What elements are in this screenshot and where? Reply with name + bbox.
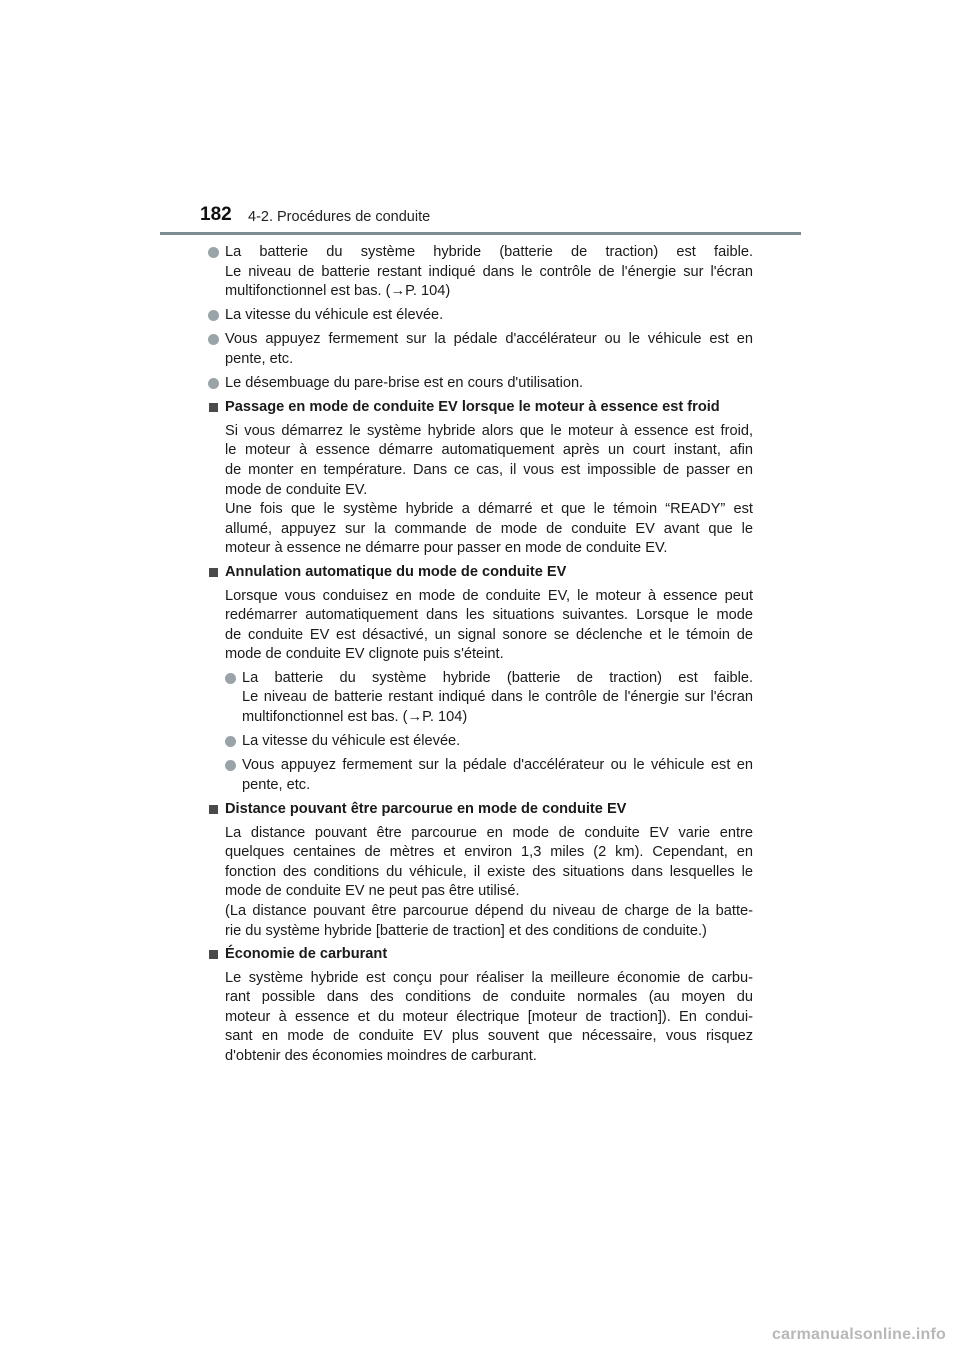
circle-bullet-icon <box>225 673 236 684</box>
section-paragraph <box>208 422 753 559</box>
page-content <box>208 243 753 1071</box>
text-line: redémarrer automatiquement dans les situations suivantes. Lorsque le mode <box>225 607 753 624</box>
section-heading <box>208 945 753 965</box>
section-fuel-economy <box>208 945 753 1067</box>
circle-bullet-icon <box>208 247 219 258</box>
text-line: rie du système hybride [batterie de traction] et des conditions de conduite.) <box>225 922 707 939</box>
text-line: La distance pouvant être parcourue en mode de conduite EV varie entre <box>225 824 753 841</box>
section-heading-text: Passage en mode de conduite EV lorsque le moteur à essence est froid <box>225 399 720 416</box>
list-item <box>208 330 753 369</box>
text-line: mode de conduite EV ne peut pas être utilisé. <box>225 883 520 900</box>
square-section-icon <box>209 805 218 814</box>
section-heading-text: Économie de carburant <box>225 946 388 963</box>
intro-bullet-list <box>208 243 753 394</box>
text-line: pente, etc. <box>242 776 311 793</box>
section-auto-cancel <box>208 563 753 796</box>
text-line: Le système hybride est conçu pour réaliser la meilleure économie de carbu- <box>225 969 753 986</box>
text-line: rant possible dans des conditions de conduite normales (au moyen du <box>225 989 753 1006</box>
section-heading-text: Distance pouvant être parcourue en mode de conduite EV <box>225 800 627 817</box>
text-line: La vitesse du véhicule est élevée. <box>225 307 444 324</box>
square-section-icon <box>209 403 218 412</box>
text-line: (La distance pouvant être parcourue dépend du niveau de charge de la batte- <box>225 902 753 919</box>
header-rule <box>160 232 801 235</box>
list-item <box>225 756 753 795</box>
page-number: 182 <box>200 204 232 225</box>
text-line: multifonctionnel est bas. (→P. 104) <box>242 709 468 726</box>
list-item <box>208 306 753 326</box>
text-line: pente, etc. <box>225 350 294 367</box>
text-line: allumé, appuyez sur la commande de mode de conduite EV avant que le <box>225 520 753 537</box>
text-line: fonction des conditions du véhicule, il existe des situations dans lesquelles le <box>225 863 753 880</box>
section-ev-cold-engine <box>208 398 753 559</box>
text-line: mode de conduite EV. <box>225 481 368 498</box>
text-line: Vous appuyez fermement sur la pédale d'accélérateur ou le véhicule est en <box>225 331 753 348</box>
circle-bullet-icon <box>208 378 219 389</box>
section-paragraph <box>208 824 753 942</box>
list-item <box>225 669 753 728</box>
section-heading <box>208 563 753 583</box>
text-line: sant en mode de conduite EV plus souvent que nécessaire, vous risquez <box>225 1028 753 1045</box>
section-heading <box>208 800 753 820</box>
section-ev-distance <box>208 800 753 941</box>
text-line: Le niveau de batterie restant indiqué dans le contrôle de l'énergie sur l'écran <box>242 689 753 706</box>
list-item <box>208 243 753 302</box>
circle-bullet-icon <box>225 760 236 771</box>
circle-bullet-icon <box>208 334 219 345</box>
text-line: de monter en température. Dans ce cas, il vous est impossible de passer en <box>225 461 753 478</box>
text-line: moteur à essence et du moteur électrique [moteur de traction]). En condui- <box>225 1008 753 1025</box>
list-item <box>225 732 753 752</box>
square-section-icon <box>209 568 218 577</box>
text-line: Lorsque vous conduisez en mode de conduite EV, le moteur à essence peut <box>225 587 753 604</box>
text-line: multifonctionnel est bas. (→P. 104) <box>225 283 451 300</box>
section-title: 4-2. Procédures de conduite <box>248 209 431 225</box>
text-line: Une fois que le système hybride a démarré et que le témoin “READY” est <box>225 501 753 518</box>
square-section-icon <box>209 950 218 959</box>
circle-bullet-icon <box>225 736 236 747</box>
text-line: de conduite EV est désactivé, un signal sonore se déclenche et le témoin de <box>225 626 753 643</box>
text-line: Le désembuage du pare-brise est en cours d'utilisation. <box>225 375 584 392</box>
list-item <box>208 374 753 394</box>
text-line: moteur à essence ne démarre pour passer en mode de conduite EV. <box>225 540 668 557</box>
text-line: La batterie du système hybride (batterie de traction) est faible. <box>225 244 753 260</box>
circle-bullet-icon <box>208 310 219 321</box>
section-heading <box>208 398 753 418</box>
section-paragraph <box>208 587 753 665</box>
text-line: La vitesse du véhicule est élevée. <box>242 733 461 750</box>
text-line: quelques centaines de mètres et environ 1,3 miles (2 km). Cependant, en <box>225 844 753 861</box>
watermark: carmanualsonline.info <box>772 1326 947 1343</box>
text-line: mode de conduite EV clignote puis s'éteint. <box>225 646 504 663</box>
text-line: La batterie du système hybride (batterie de traction) est faible. <box>242 669 753 686</box>
text-line: Si vous démarrez le système hybride alors que le moteur à essence est froid, <box>225 422 753 439</box>
section-heading-text: Annulation automatique du mode de conduite EV <box>225 563 567 580</box>
sub-bullet-list <box>225 669 753 796</box>
text-line: le moteur à essence démarre automatiquement après un court instant, afin <box>225 442 753 459</box>
section-paragraph <box>208 969 753 1067</box>
text-line: Vous appuyez fermement sur la pédale d'accélérateur ou le véhicule est en <box>242 757 753 774</box>
text-line: d'obtenir des économies moindres de carburant. <box>225 1048 537 1065</box>
text-line: Le niveau de batterie restant indiqué dans le contrôle de l'énergie sur l'écran <box>225 263 753 280</box>
